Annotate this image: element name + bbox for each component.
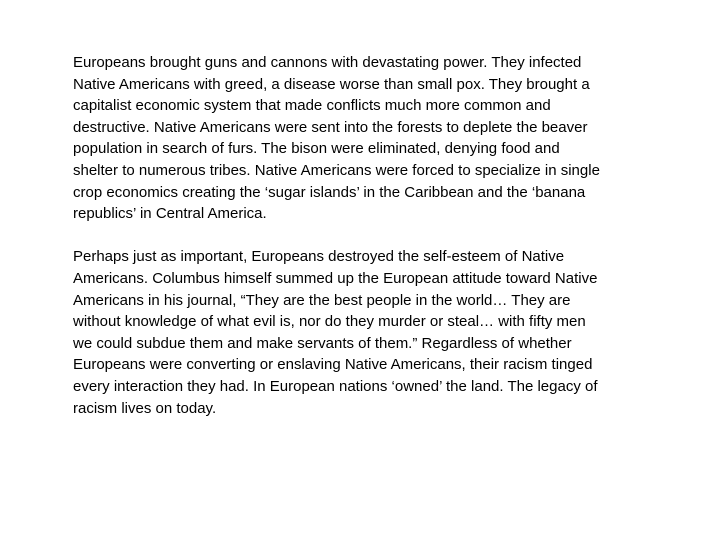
paragraph-line: Europeans brought guns and cannons with devastating power. They infected: [73, 54, 582, 71]
paragraph-line: we could subdue them and make servants of them.” Regardless of whether: [73, 334, 572, 352]
paragraph-line: Europeans were converting or enslaving Native Americans, their racism tinged: [73, 356, 593, 374]
paragraph-line: republics’ in Central America.: [73, 205, 267, 223]
paragraph-spacer: [73, 225, 673, 247]
text-body: [73, 52, 673, 419]
paragraph-line: every interaction they had. In European nations ‘owned’ the land. The legacy of: [73, 377, 598, 395]
paragraph-2: [73, 246, 673, 419]
paragraph-line: racism lives on today.: [73, 399, 217, 417]
paragraph-line: Perhaps just as important, Europeans destroyed the self-esteem of Native: [73, 248, 565, 266]
paragraph-line: shelter to numerous tribes. Native Americans were forced to specialize in single: [73, 161, 600, 179]
paragraph-line: population in search of furs. The bison were eliminated, denying food and: [73, 140, 560, 158]
paragraph-line: destructive. Native Americans were sent into the forests to deplete the beaver: [73, 118, 588, 136]
paragraph-line: Native Americans with greed, a disease worse than small pox. They brought a: [73, 75, 590, 93]
paragraph-line: without knowledge of what evil is, nor do they murder or steal… with fifty men: [73, 313, 586, 331]
paragraph-line: crop economics creating the ‘sugar islands’ in the Caribbean and the ‘banana: [73, 183, 586, 201]
paragraph-line: Americans. Columbus himself summed up the European attitude toward Native: [73, 269, 598, 287]
paragraph-1: [73, 52, 673, 225]
paragraph-line: Americans in his journal, “They are the best people in the world… They are: [73, 291, 571, 309]
paragraph-line: capitalist economic system that made conflicts much more common and: [73, 97, 551, 115]
